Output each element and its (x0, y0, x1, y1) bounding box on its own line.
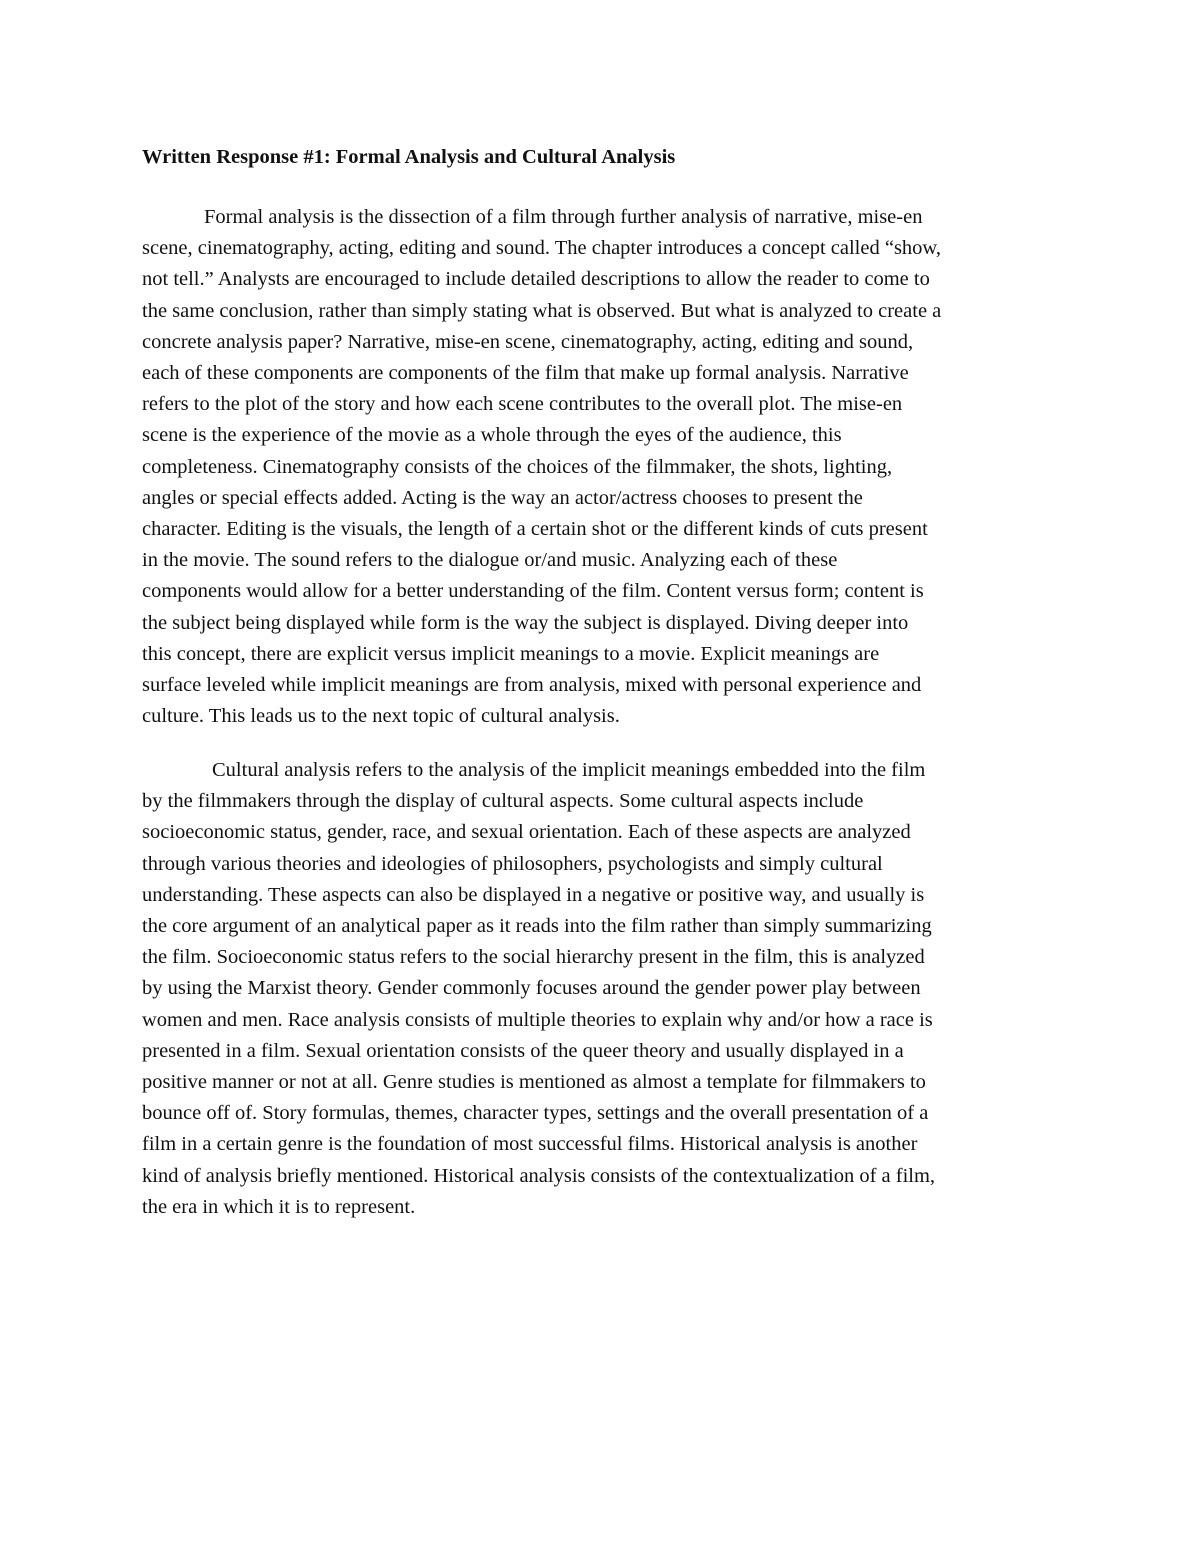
paragraph-line: Formal analysis is the dissection of a film through further analysis of narrative, mise-en (204, 206, 923, 228)
paragraph-line: film in a certain genre is the foundation of most successful films. Historical analysis is another (142, 1133, 918, 1156)
paragraph-line: socioeconomic status, gender, race, and sexual orientation. Each of these aspects are analyzed (142, 821, 911, 844)
paragraph-line: through various theories and ideologies of philosophers, psychologists and simply cultural (142, 852, 883, 875)
paragraph-line: in the movie. The sound refers to the dialogue or/and music. Analyzing each of these (142, 549, 838, 572)
paragraph-line: this concept, there are explicit versus implicit meanings to a movie. Explicit meanings are (142, 642, 880, 665)
paragraph-line: surface leveled while implicit meanings are from analysis, mixed with personal experience and (142, 674, 922, 697)
paragraph-line: completeness. Cinematography consists of the choices of the filmmaker, the shots, lighting, (142, 455, 893, 478)
paragraph-line: refers to the plot of the story and how each scene contributes to the overall plot. The mise-en (142, 393, 903, 416)
document-title: Written Response #1: Formal Analysis and Cultural Analysis (142, 146, 676, 168)
paragraph-line: the era in which it is to represent. (142, 1195, 416, 1218)
paragraph-line: concrete analysis paper? Narrative, mise-en scene, cinematography, acting, editing and sound, (142, 330, 914, 353)
paragraph-line: women and men. Race analysis consists of multiple theories to explain why and/or how a race is (142, 1008, 933, 1031)
paragraph-line: by the filmmakers through the display of cultural aspects. Some cultural aspects include (142, 790, 864, 813)
paragraph-line: culture. This leads us to the next topic of cultural analysis. (142, 705, 620, 728)
paragraph-line: components would allow for a better understanding of the film. Content versus form; content is (142, 580, 924, 603)
paragraph-line: the core argument of an analytical paper as it reads into the film rather than simply summarizing (142, 915, 932, 938)
paragraph-line: scene, cinematography, acting, editing and sound. The chapter introduces a concept called “show, (142, 237, 942, 260)
paragraph-cultural-analysis (142, 755, 1062, 1223)
paragraph-line: the subject being displayed while form is the way the subject is displayed. Diving deeper into (142, 611, 909, 634)
paragraph-line: the film. Socioeconomic status refers to the social hierarchy present in the film, this is analyzed (142, 946, 925, 969)
paragraph-line: presented in a film. Sexual orientation consists of the queer theory and usually displayed in a (142, 1039, 904, 1062)
paragraph-line: not tell.” Analysts are encouraged to include detailed descriptions to allow the reader to come to (142, 268, 930, 291)
paragraph-line: bounce off of. Story formulas, themes, character types, settings and the overall presentation of a (142, 1102, 929, 1125)
paragraph-line: by using the Marxist theory. Gender commonly focuses around the gender power play between (142, 977, 921, 1000)
paragraph-line: kind of analysis briefly mentioned. Historical analysis consists of the contextualization of a film, (142, 1164, 936, 1187)
paragraph-line: positive manner or not at all. Genre studies is mentioned as almost a template for filmmakers to (142, 1071, 926, 1094)
paragraph-line: each of these components are components of the film that make up formal analysis. Narrative (142, 362, 909, 385)
paragraph-line: understanding. These aspects can also be displayed in a negative or positive way, and usually is (142, 883, 925, 906)
paragraph-formal-analysis (142, 202, 1062, 732)
paragraph-line: scene is the experience of the movie as a whole through the eyes of the audience, this (142, 424, 842, 447)
paragraph-line: character. Editing is the visuals, the length of a certain shot or the different kinds of cuts present (142, 518, 928, 541)
paragraph-line: angles or special effects added. Acting is the way an actor/actress chooses to present the (142, 486, 863, 509)
paragraph-line: the same conclusion, rather than simply stating what is observed. But what is analyzed to create a (142, 299, 942, 322)
paragraph-line: Cultural analysis refers to the analysis of the implicit meanings embedded into the film (212, 759, 926, 781)
